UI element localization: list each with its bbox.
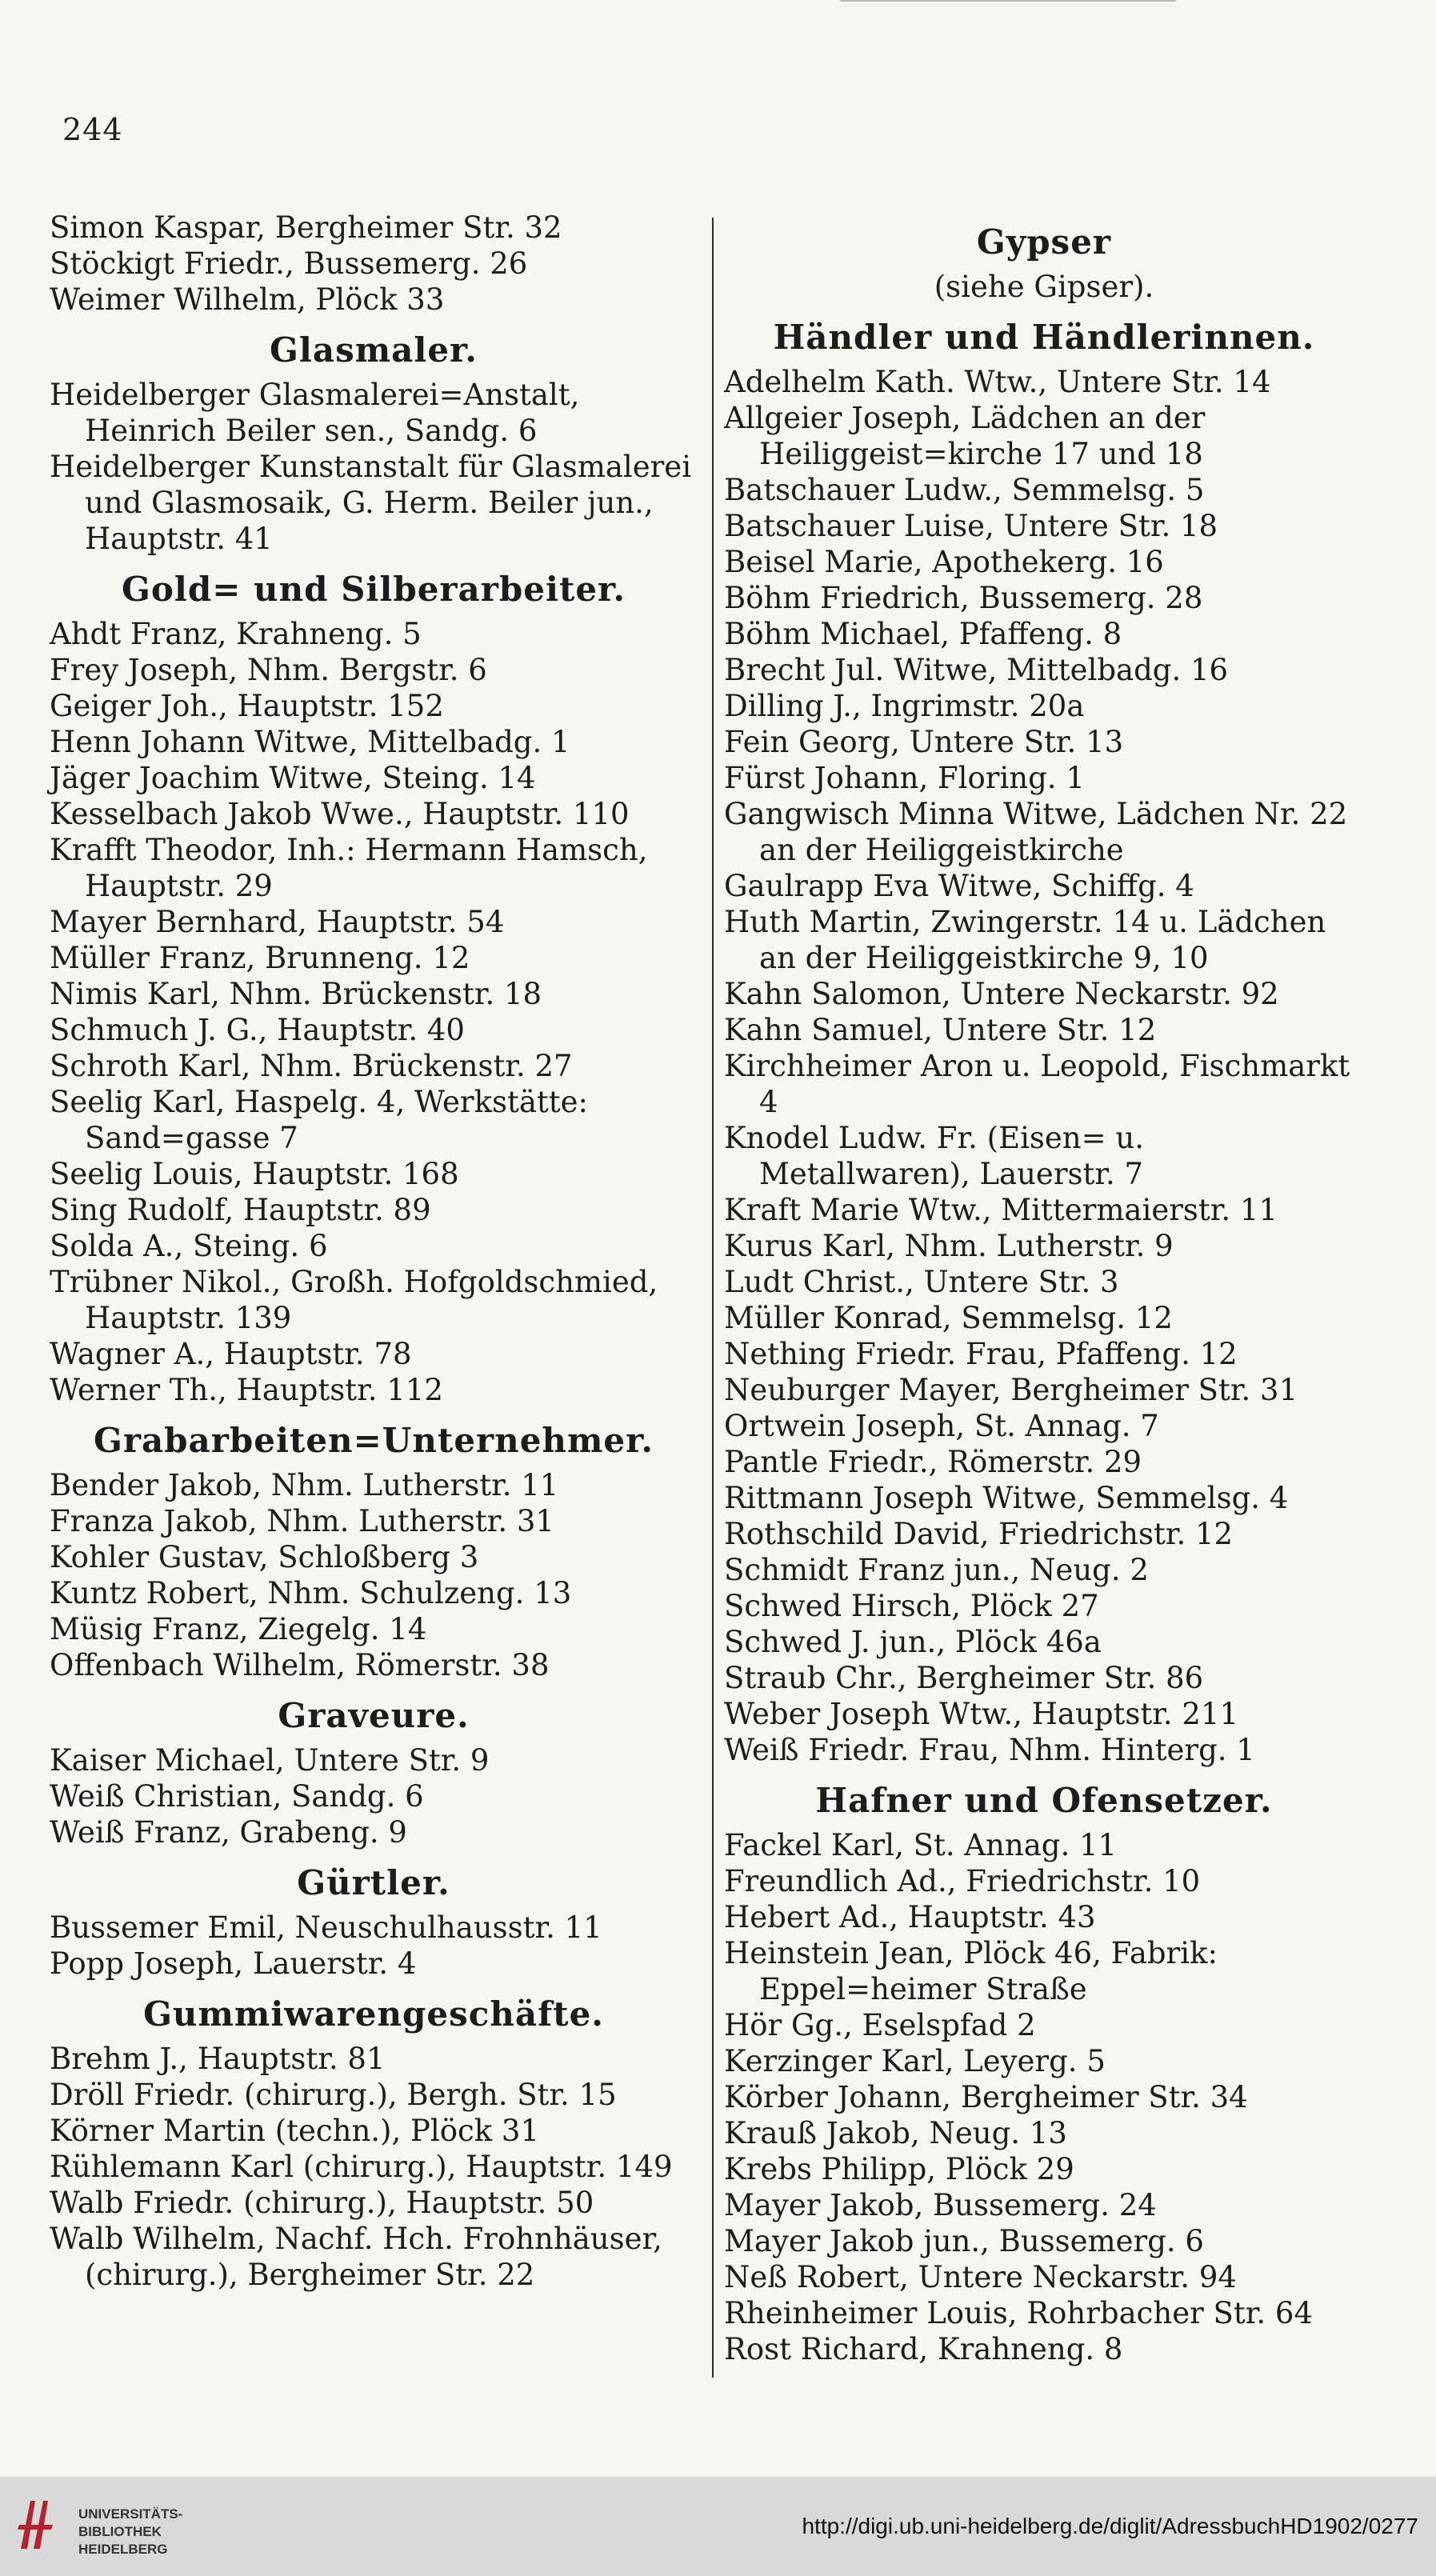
section-heading: Gold= und Silberarbeiter. (122, 570, 626, 609)
directory-entry: Brehm J., Hauptstr. 81 (50, 2042, 386, 2076)
directory-entry: Seelig Louis, Hauptstr. 168 (50, 1157, 459, 1191)
directory-entry: Dilling J., Ingrimstr. 20a (724, 689, 1085, 723)
directory-entry: Weiß Friedr. Frau, Nhm. Hinterg. 1 (724, 1733, 1255, 1767)
directory-entry: Schwed Hirsch, Plöck 27 (724, 1589, 1099, 1623)
directory-entry: Kurus Karl, Nhm. Lutherstr. 9 (724, 1229, 1174, 1263)
section-heading: Gürtler. (297, 1863, 450, 1902)
directory-entry: Heidelberger Glasmalerei=Anstalt, Heinrich Beiler sen., Sandg. 6 (50, 378, 580, 448)
directory-entry: Henn Johann Witwe, Mittelbadg. 1 (50, 725, 570, 759)
directory-entry: Rheinheimer Louis, Rohrbacher Str. 64 (724, 2296, 1313, 2330)
directory-entry: Schroth Karl, Nhm. Brückenstr. 27 (50, 1049, 573, 1083)
directory-entry: Bender Jakob, Nhm. Lutherstr. 11 (50, 1468, 559, 1502)
directory-entry: Müller Konrad, Semmelsg. 12 (724, 1301, 1173, 1335)
directory-entry: Schmidt Franz jun., Neug. 2 (724, 1553, 1149, 1587)
directory-entry: Wagner A., Hauptstr. 78 (50, 1337, 412, 1371)
section-heading: Graveure. (278, 1696, 470, 1735)
directory-entry: Mayer Jakob jun., Bussemerg. 6 (724, 2224, 1204, 2258)
directory-entry: Böhm Michael, Pfaffeng. 8 (724, 617, 1122, 651)
directory-entry: Huth Martin, Zwingerstr. 14 u. Lädchen an der Heiliggeistkirche 9, 10 (724, 905, 1326, 975)
directory-entry: Heinstein Jean, Plöck 46, Fabrik: Eppel=heimer Straße (724, 1936, 1218, 2006)
footer-bar (0, 2477, 1436, 2576)
directory-entry: Beisel Marie, Apothekerg. 16 (724, 545, 1164, 579)
directory-entry: Adelhelm Kath. Wtw., Untere Str. 14 (724, 365, 1271, 399)
directory-entry: Kohler Gustav, Schloßberg 3 (50, 1540, 479, 1574)
library-emblem-icon (16, 2493, 56, 2557)
directory-entry: Gaulrapp Eva Witwe, Schiffg. 4 (724, 869, 1194, 903)
directory-entry: Simon Kaspar, Bergheimer Str. 32 (50, 210, 562, 245)
directory-entry: Offenbach Wilhelm, Römerstr. 38 (50, 1648, 550, 1682)
directory-entry: Neß Robert, Untere Neckarstr. 94 (724, 2260, 1237, 2294)
directory-entry: Allgeier Joseph, Lädchen an der Heiliggeist=kirche 17 und 18 (724, 401, 1206, 471)
directory-entry: Weiß Christian, Sandg. 6 (50, 1779, 424, 1814)
directory-entry: Freundlich Ad., Friedrichstr. 10 (724, 1864, 1201, 1898)
directory-entry: Schmuch J. G., Hauptstr. 40 (50, 1013, 465, 1047)
section-heading: Glasmaler. (270, 330, 478, 370)
directory-entry: Sing Rudolf, Hauptstr. 89 (50, 1193, 431, 1227)
directory-entry: Müller Franz, Brunneng. 12 (50, 941, 470, 975)
directory-entry: Kaiser Michael, Untere Str. 9 (50, 1743, 490, 1778)
directory-entry: Geiger Joh., Hauptstr. 152 (50, 689, 444, 723)
directory-entry: Werner Th., Hauptstr. 112 (50, 1373, 443, 1407)
section-heading: Gummiwarengeschäfte. (143, 1994, 604, 2034)
column-divider (712, 218, 714, 2378)
directory-entry: Bussemer Emil, Neuschulhausstr. 11 (50, 1910, 602, 1945)
directory-entry: Körner Martin (techn.), Plöck 31 (50, 2114, 539, 2148)
section-heading: Grabarbeiten=Unternehmer. (93, 1421, 654, 1460)
directory-entry: Kirchheimer Aron u. Leopold, Fischmarkt 4 (724, 1049, 1350, 1119)
section-heading: Gypser (976, 222, 1112, 262)
right-column (724, 210, 1364, 2367)
section-note: (siehe Gipser). (934, 270, 1154, 304)
left-column (50, 210, 698, 2293)
directory-entry: Seelig Karl, Haspelg. 4, Werkstätte: Sand=gasse 7 (50, 1085, 589, 1155)
directory-entry: Kahn Samuel, Untere Str. 12 (724, 1013, 1157, 1047)
directory-entry: Neuburger Mayer, Bergheimer Str. 31 (724, 1373, 1298, 1407)
directory-entry: Weimer Wilhelm, Plöck 33 (50, 282, 445, 317)
directory-entry: Müsig Franz, Ziegelg. 14 (50, 1612, 427, 1646)
directory-entry: Hör Gg., Eselspfad 2 (724, 2008, 1036, 2042)
section-heading: Händler und Händlerinnen. (773, 318, 1315, 357)
directory-entry: Rost Richard, Krahneng. 8 (724, 2332, 1123, 2366)
directory-entry: Fackel Karl, St. Annag. 11 (724, 1828, 1118, 1862)
section-heading: Hafner und Ofensetzer. (815, 1781, 1273, 1820)
directory-entry: Solda A., Steing. 6 (50, 1229, 328, 1263)
directory-entry: Stöckigt Friedr., Bussemerg. 26 (50, 246, 528, 281)
directory-entry: Ahdt Franz, Krahneng. 5 (50, 617, 422, 651)
directory-entry: Heidelberger Kunstanstalt für Glasmalerei und Glasmosaik, G. Herm. Beiler jun., Hauptstr. 41 (50, 450, 692, 556)
directory-entry: Schwed J. jun., Plöck 46a (724, 1625, 1102, 1659)
source-url-link[interactable]: http://digi.ub.uni-heidelberg.de/diglit/AdressbuchHD1902/0277 (802, 2514, 1418, 2538)
directory-entry: Böhm Friedrich, Bussemerg. 28 (724, 581, 1203, 615)
directory-entry: Rühlemann Karl (chirurg.), Hauptstr. 149 (50, 2150, 673, 2184)
page-number: 244 (62, 112, 123, 147)
directory-entry: Jäger Joachim Witwe, Steing. 14 (50, 761, 536, 795)
directory-entry: Krauß Jakob, Neug. 13 (724, 2116, 1067, 2150)
directory-entry: Körber Johann, Bergheimer Str. 34 (724, 2080, 1248, 2114)
logo-line: HEIDELBERG (78, 2542, 168, 2557)
directory-entry: Kerzinger Karl, Leyerg. 5 (724, 2044, 1106, 2078)
directory-entry: Mayer Jakob, Bussemerg. 24 (724, 2188, 1157, 2222)
directory-entry: Gangwisch Minna Witwe, Lädchen Nr. 22 an der Heiliggeistkirche (724, 797, 1348, 867)
directory-entry: Kesselbach Jakob Wwe., Hauptstr. 110 (50, 797, 630, 831)
university-library-logo (16, 2488, 192, 2565)
directory-entry: Pantle Friedr., Römerstr. 29 (724, 1445, 1142, 1479)
directory-entry: Trübner Nikol., Großh. Hofgoldschmied, Hauptstr. 139 (50, 1265, 658, 1335)
directory-entry: Nimis Karl, Nhm. Brückenstr. 18 (50, 977, 542, 1011)
directory-entry: Mayer Bernhard, Hauptstr. 54 (50, 905, 505, 939)
directory-entry: Walb Wilhelm, Nachf. Hch. Frohnhäuser, (chirurg.), Bergheimer Str. 22 (50, 2222, 662, 2292)
directory-entry: Popp Joseph, Lauerstr. 4 (50, 1946, 417, 1981)
logo-line: UNIVERSITÄTS- (78, 2506, 183, 2522)
directory-entry: Kahn Salomon, Untere Neckarstr. 92 (724, 977, 1279, 1011)
library-logo-text (78, 2506, 182, 2558)
directory-entry: Batschauer Ludw., Semmelsg. 5 (724, 473, 1205, 507)
directory-entry: Weiß Franz, Grabeng. 9 (50, 1815, 407, 1850)
logo-line: BIBLIOTHEK (78, 2524, 162, 2539)
scan-edge-mark (840, 0, 1176, 2)
directory-entry: Hebert Ad., Hauptstr. 43 (724, 1900, 1096, 1934)
directory-entry: Ortwein Joseph, St. Annag. 7 (724, 1409, 1159, 1443)
directory-entry: Batschauer Luise, Untere Str. 18 (724, 509, 1218, 543)
directory-entry: Nething Friedr. Frau, Pfaffeng. 12 (724, 1337, 1238, 1371)
directory-entry: Fürst Johann, Floring. 1 (724, 761, 1085, 795)
directory-entry: Krebs Philipp, Plöck 29 (724, 2152, 1074, 2186)
directory-entry: Weber Joseph Wtw., Hauptstr. 211 (724, 1697, 1239, 1731)
directory-entry: Rittmann Joseph Witwe, Semmelsg. 4 (724, 1481, 1289, 1515)
directory-entry: Kraft Marie Wtw., Mittermaierstr. 11 (724, 1193, 1278, 1227)
directory-entry: Knodel Ludw. Fr. (Eisen= u. Metallwaren), Lauerstr. 7 (724, 1121, 1144, 1191)
directory-entry: Frey Joseph, Nhm. Bergstr. 6 (50, 653, 487, 687)
directory-entry: Walb Friedr. (chirurg.), Hauptstr. 50 (50, 2186, 594, 2220)
directory-entry: Straub Chr., Bergheimer Str. 86 (724, 1661, 1204, 1695)
directory-entry: Rothschild David, Friedrichstr. 12 (724, 1517, 1234, 1551)
directory-entry: Fein Georg, Untere Str. 13 (724, 725, 1124, 759)
directory-entry: Ludt Christ., Untere Str. 3 (724, 1265, 1119, 1299)
directory-entry: Krafft Theodor, Inh.: Hermann Hamsch, Hauptstr. 29 (50, 833, 648, 903)
directory-entry: Dröll Friedr. (chirurg.), Bergh. Str. 15 (50, 2078, 617, 2112)
directory-entry: Franza Jakob, Nhm. Lutherstr. 31 (50, 1504, 554, 1538)
directory-entry: Kuntz Robert, Nhm. Schulzeng. 13 (50, 1576, 572, 1610)
directory-entry: Brecht Jul. Witwe, Mittelbadg. 16 (724, 653, 1229, 687)
